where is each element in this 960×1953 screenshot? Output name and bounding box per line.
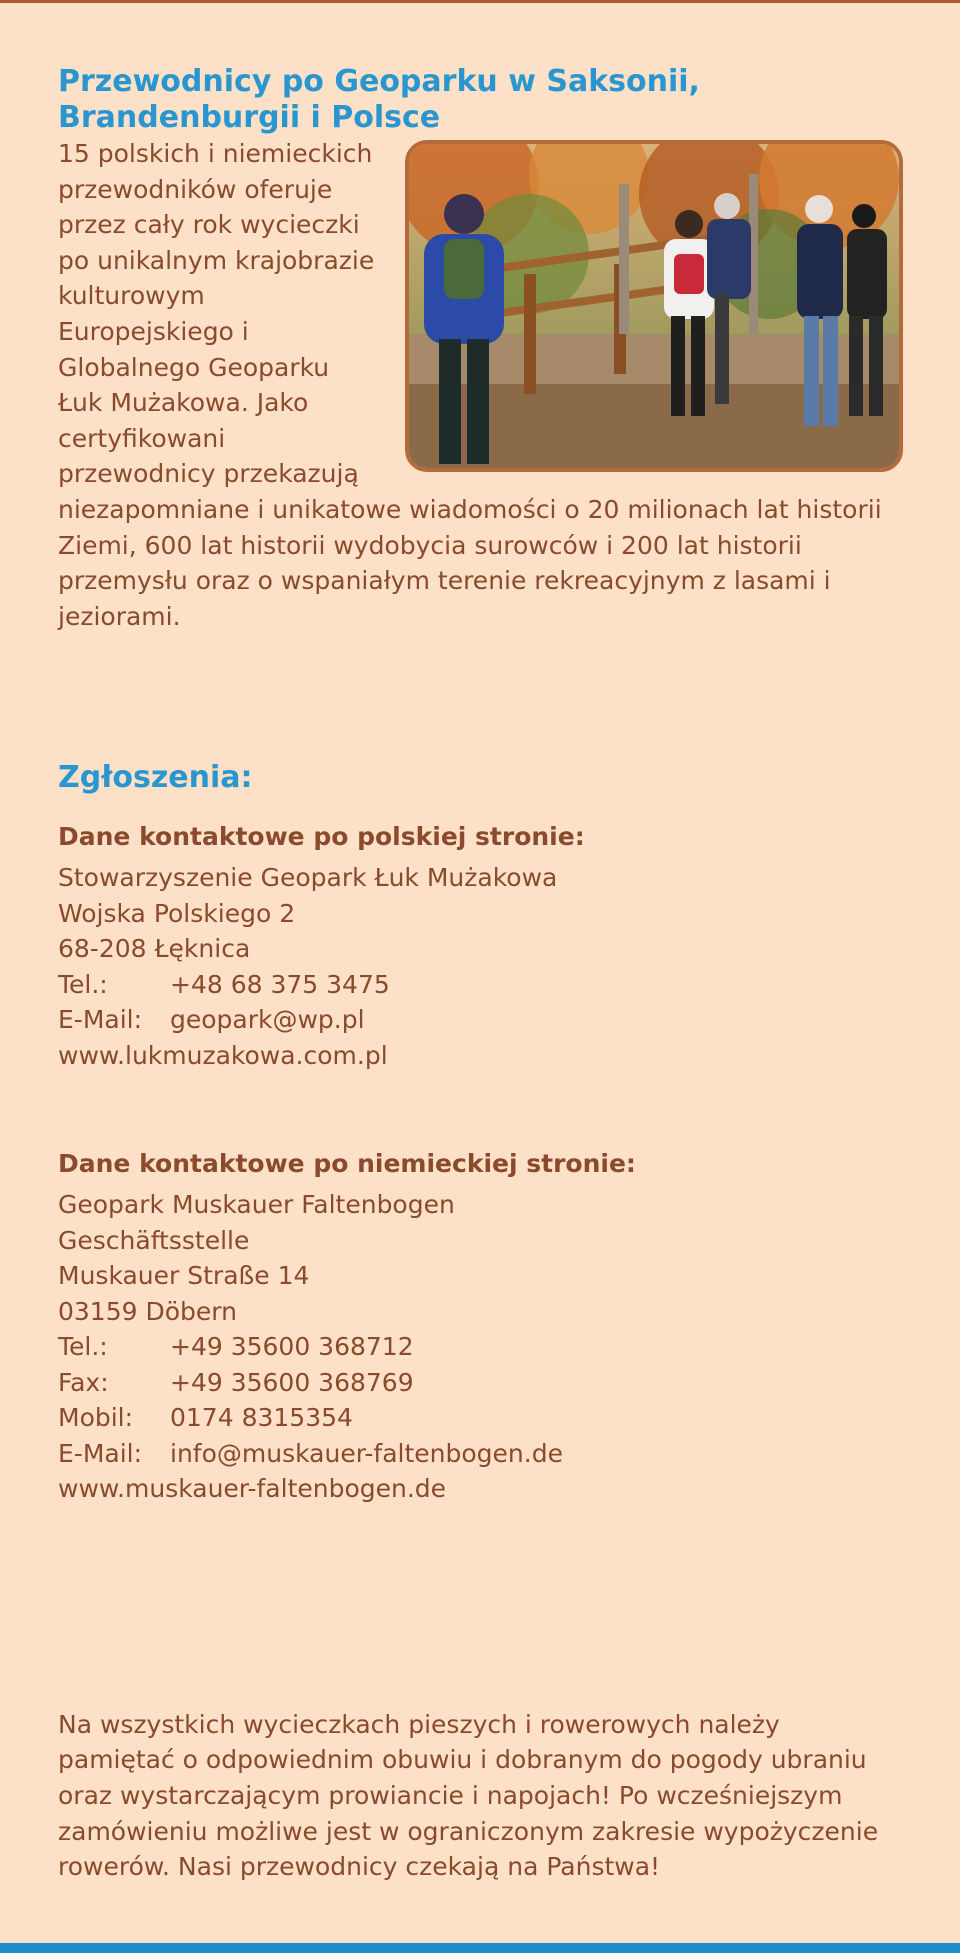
german-email-label: E-Mail:: [58, 1438, 143, 1468]
german-email-link[interactable]: info@muskauer-faltenbogen.de: [170, 1438, 563, 1468]
guides-title: Przewodnicy po Geoparku w Saksonii, Brandenburgii i Polsce: [58, 64, 700, 135]
polish-tel-row: [58, 967, 903, 1003]
top-rule: [0, 0, 960, 3]
german-fax: +49 35600 368769: [170, 1367, 414, 1397]
polish-email-label: E-Mail:: [58, 1005, 143, 1035]
polish-org: Stowarzyszenie Geopark Łuk Mużakowa: [58, 863, 558, 893]
german-street: Muskauer Straße 14: [58, 1261, 310, 1291]
polish-tel-label: Tel.:: [58, 969, 108, 999]
footer-note: Na wszystkich wycieczkach pieszych i rowerowych należy pamiętać o odpowiednim obuwiu i dobranym do pogody ubraniu oraz wystarczającym prowiancie i napojach! Po wcześniejszym zamówieniu możliwe jest w ograniczonym zakresie wypożyczenie rowerów. Nasi przewodnicy czekają na Państwa!: [58, 1709, 879, 1882]
polish-email-row: [58, 1002, 903, 1038]
guides-section: [58, 64, 903, 634]
guides-text: 15 polskich i niemieckich przewodników oferuje przez cały rok wycieczki po unikalnym krajobrazie kulturowym Europejskiego i Globalnego Geoparku Łuk Mużakowa. Jako certyfikowani przewodnicy przekazują niezapomniane i unikatowe wiadomości o 20 milionach lat historii Ziemi, 600 lat historii wydobycia surowców i 200 lat historii przemysłu oraz o wspaniałym terenie rekreacyjnym z lasami i jeziorami.: [58, 139, 882, 631]
german-contact-heading: Dane kontaktowe po niemieckiej stronie:: [58, 1149, 636, 1179]
hikers-photo-illustration: [409, 144, 899, 468]
polish-contact: [58, 820, 903, 1073]
polish-web-link[interactable]: www.lukmuzakowa.com.pl: [58, 1040, 388, 1070]
polish-street: Wojska Polskiego 2: [58, 898, 296, 928]
german-contact: [58, 1147, 903, 1507]
polish-tel: +48 68 375 3475: [170, 969, 390, 999]
german-email-row: [58, 1436, 903, 1472]
german-org: Geopark Muskauer Faltenbogen: [58, 1190, 455, 1220]
german-city: 03159 Döbern: [58, 1296, 237, 1326]
german-mobil-row: [58, 1400, 903, 1436]
german-tel-row: [58, 1329, 903, 1365]
german-tel-label: Tel.:: [58, 1332, 108, 1362]
german-web-link[interactable]: www.muskauer-faltenbogen.de: [58, 1474, 447, 1504]
german-mobil: 0174 8315354: [170, 1403, 353, 1433]
guides-photo: [405, 140, 903, 472]
polish-contact-heading: Dane kontaktowe po polskiej stronie:: [58, 822, 585, 852]
bottom-bar: [0, 1943, 960, 1953]
registration-section: [58, 760, 903, 1507]
german-mobil-label: Mobil:: [58, 1403, 134, 1433]
registration-title: Zgłoszenia:: [58, 760, 253, 796]
german-fax-label: Fax:: [58, 1367, 109, 1397]
polish-city: 68-208 Łęknica: [58, 934, 251, 964]
german-office: Geschäftsstelle: [58, 1225, 250, 1255]
page: [58, 64, 903, 1885]
polish-email-link[interactable]: geopark@wp.pl: [170, 1005, 365, 1035]
german-fax-row: [58, 1365, 903, 1401]
german-tel: +49 35600 368712: [170, 1332, 414, 1362]
